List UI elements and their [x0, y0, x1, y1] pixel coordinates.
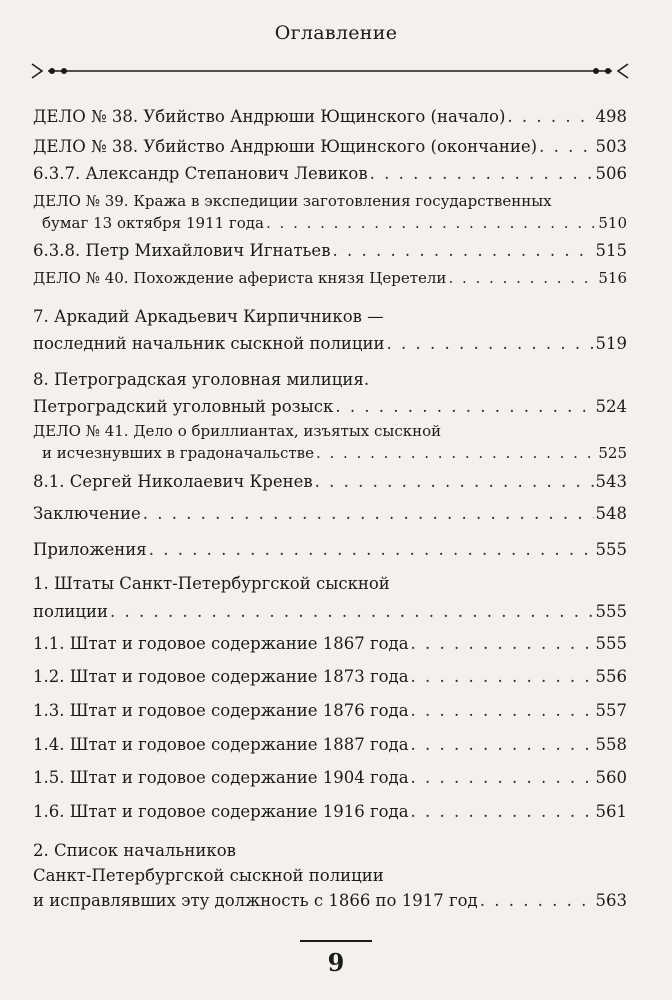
toc-entry[interactable] — [33, 471, 627, 493]
toc-entry-title: 1.3. Штат и годовое содержание 1876 года — [33, 701, 409, 720]
toc-entry-page: 560 — [595, 768, 627, 787]
toc-entry-page: 503 — [595, 137, 627, 156]
page-title: Оглавление — [274, 22, 398, 44]
toc-entry-title: ДЕЛО № 38. Убийство Андрюши Ющинского (начало) — [33, 107, 506, 126]
dot-leader — [411, 767, 594, 789]
dot-leader — [387, 333, 594, 355]
toc-entry-title: 1.5. Штат и годовое содержание 1904 года — [33, 768, 409, 787]
toc-entry[interactable] — [33, 767, 627, 789]
toc-entry-page: 555 — [595, 540, 627, 559]
dot-leader — [316, 442, 596, 464]
dot-leader — [507, 106, 593, 128]
toc-entry-title-cont: и исправлявших эту должность с 1866 по 1917 год — [33, 891, 478, 910]
toc-entry-page: 556 — [595, 667, 627, 686]
toc-entry[interactable] — [33, 503, 627, 525]
toc-entry[interactable] — [33, 106, 627, 128]
toc-entry-page: 525 — [598, 444, 627, 462]
toc-entry-page: 561 — [595, 802, 627, 821]
header-ornament — [30, 60, 630, 82]
toc-entry[interactable] — [33, 573, 627, 623]
toc-entry-page: 498 — [595, 107, 627, 126]
toc-entry[interactable] — [33, 700, 627, 722]
toc-entry[interactable] — [33, 734, 627, 756]
toc-entry-page: 519 — [595, 334, 627, 353]
toc-entry[interactable] — [33, 840, 627, 912]
toc-entry-title: Приложения — [33, 540, 147, 559]
toc-entry-title: 2. Список начальников — [33, 841, 236, 860]
dot-leader — [411, 633, 594, 655]
toc-entry-title: 1. Штаты Санкт-Петербургской сыскной — [33, 574, 390, 593]
toc-entry[interactable] — [33, 306, 627, 355]
toc-entry-page: 506 — [595, 164, 627, 183]
dot-leader — [411, 734, 594, 756]
toc-entry-page: 558 — [595, 735, 627, 754]
toc-entry-page: 515 — [595, 241, 627, 260]
toc-entry-page: 555 — [595, 634, 627, 653]
dot-leader — [110, 601, 593, 623]
toc-entry[interactable] — [33, 190, 627, 234]
dot-leader — [480, 890, 594, 912]
toc-entry-title: ДЕЛО № 41. Дело о бриллиантах, изъятых сыскной — [33, 422, 442, 440]
toc-entry-title: ДЕЛО № 38. Убийство Андрюши Ющинского (окончание) — [33, 137, 538, 156]
toc-entry-title: 1.6. Штат и годовое содержание 1916 года — [33, 802, 409, 821]
page-number: 9 — [327, 948, 345, 977]
toc-entry-title-cont: полиции — [33, 602, 109, 621]
toc-entry-title: 1.2. Штат и годовое содержание 1873 года — [33, 667, 409, 686]
toc-entry-title: 8. Петроградская уголовная милиция. — [33, 370, 370, 389]
dot-leader — [143, 503, 594, 525]
dot-leader — [411, 801, 594, 823]
toc-entry-page: 557 — [595, 701, 627, 720]
toc-entry[interactable] — [33, 633, 627, 655]
toc-entry-page: 543 — [595, 472, 627, 491]
dot-leader — [149, 539, 594, 561]
dot-leader — [266, 212, 596, 234]
dot-leader — [370, 163, 594, 185]
dot-leader — [448, 267, 596, 289]
toc-entry-title: ДЕЛО № 39. Кража в экспедиции заготовления государственных — [33, 192, 552, 210]
toc-entry[interactable] — [33, 369, 627, 418]
toc-entry-title: 7. Аркадий Аркадьевич Кирпичников — — [33, 307, 384, 326]
toc-entry-title-cont: бумаг 13 октября 1911 года — [42, 214, 264, 232]
toc-entry-page: 510 — [598, 214, 627, 232]
toc-entry-title: ДЕЛО № 40. Похождение афериста князя Церетели — [33, 269, 447, 287]
toc-entry[interactable] — [33, 163, 627, 185]
toc-entry-title-cont: Петроградский уголовный розыск — [33, 397, 334, 416]
toc-entry-title: 1.4. Штат и годовое содержание 1887 года — [33, 735, 409, 754]
dot-leader — [411, 666, 594, 688]
toc-entry-title-cont: Санкт-Петербургской сыскной полиции — [33, 866, 384, 885]
toc-entry[interactable] — [33, 420, 627, 464]
toc-entry-page: 563 — [595, 891, 627, 910]
toc-entry[interactable] — [33, 539, 627, 561]
dot-leader — [332, 240, 593, 262]
toc-entry-title: 6.3.7. Александр Степанович Левиков — [33, 164, 368, 183]
toc-entry-page: 524 — [595, 397, 627, 416]
toc-entry[interactable] — [33, 666, 627, 688]
dot-leader — [539, 136, 593, 158]
toc-entry[interactable] — [33, 136, 627, 158]
dot-leader — [335, 396, 593, 418]
toc-entry-page: 548 — [595, 504, 627, 523]
toc-entry[interactable] — [33, 801, 627, 823]
toc-entry-title: 8.1. Сергей Николаевич Кренев — [33, 472, 313, 491]
dot-leader — [315, 471, 594, 493]
toc-entry-title-cont: и исчезнувших в градоначальстве — [42, 444, 314, 462]
toc-entry-page: 516 — [598, 269, 627, 287]
toc-entry-title: Заключение — [33, 504, 141, 523]
toc-entry[interactable] — [33, 267, 627, 289]
toc-entry-page: 555 — [595, 602, 627, 621]
toc-entry-title-cont: последний начальник сыскной полиции — [33, 334, 385, 353]
toc-entry[interactable] — [33, 240, 627, 262]
toc-entry-title: 6.3.8. Петр Михайлович Игнатьев — [33, 241, 331, 260]
dot-leader — [411, 700, 594, 722]
toc-entry-title: 1.1. Штат и годовое содержание 1867 года — [33, 634, 409, 653]
footer-rule — [300, 940, 372, 942]
